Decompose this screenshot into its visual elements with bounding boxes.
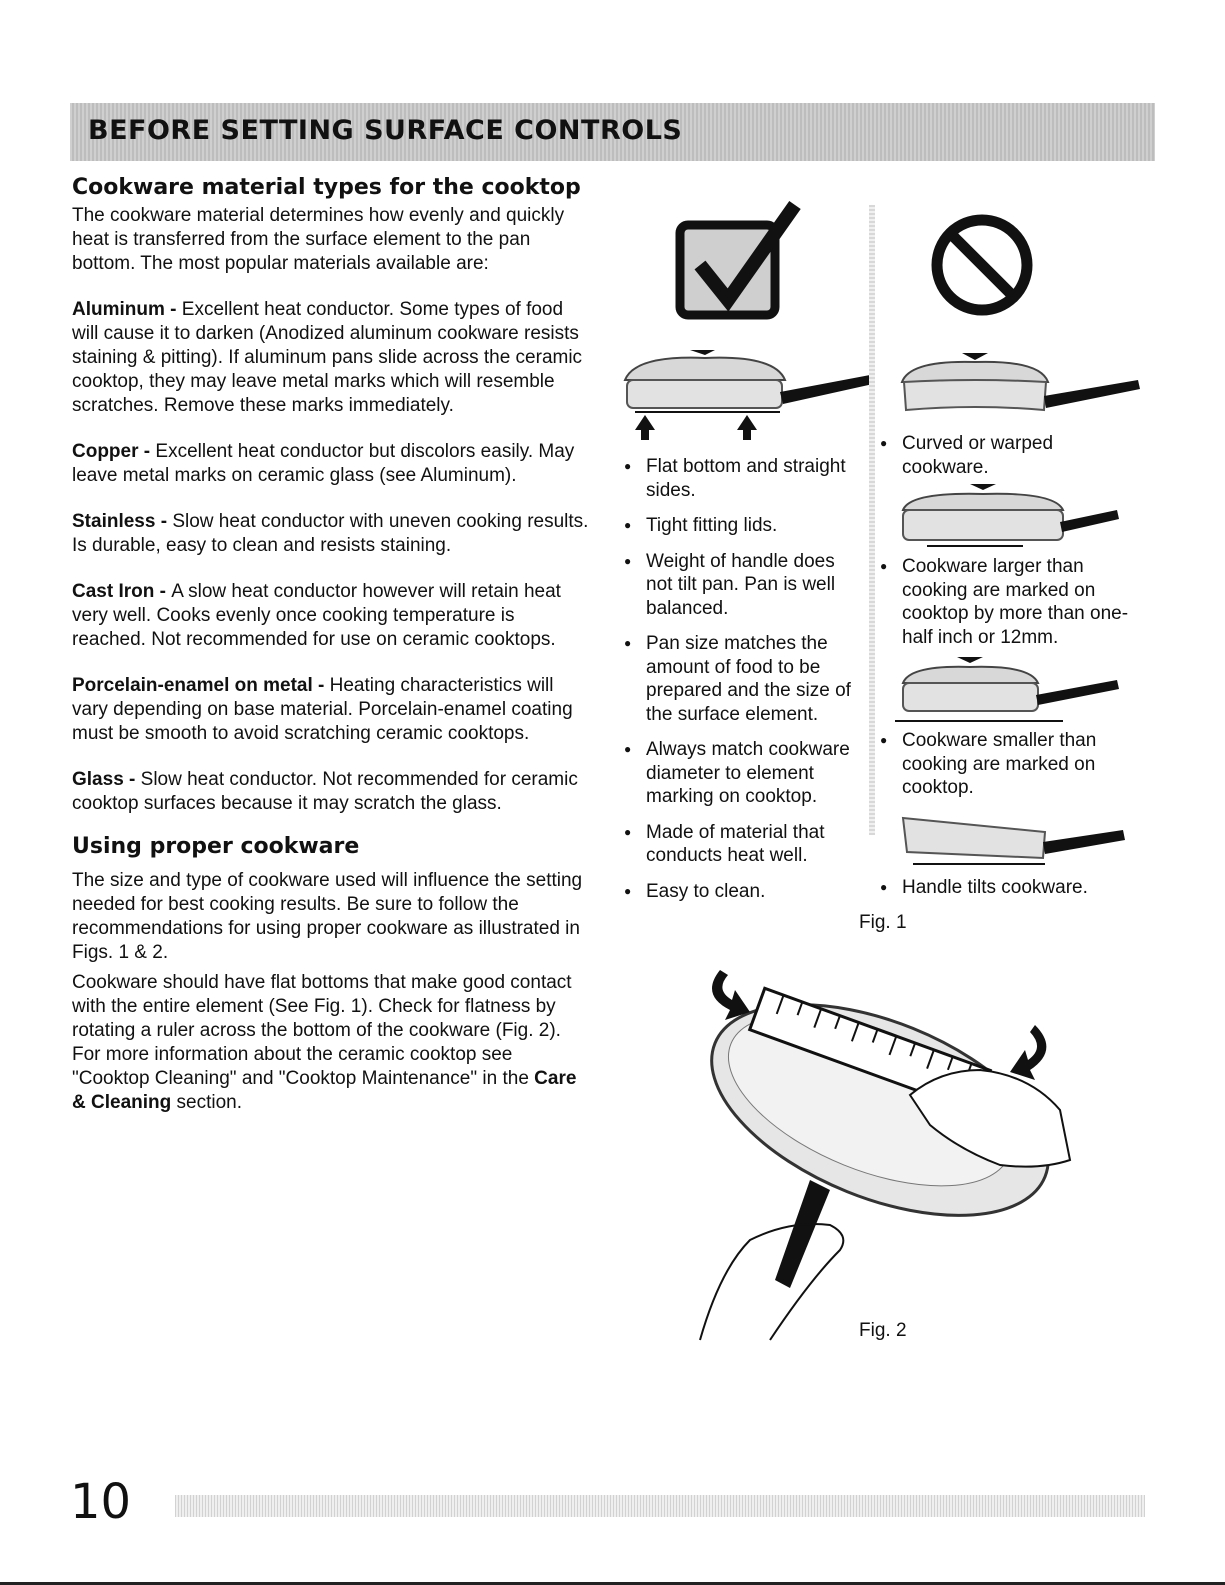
material-name: Stainless -	[72, 511, 173, 532]
bad-cookware-list-4	[878, 876, 1138, 912]
material-name: Porcelain-enamel on metal -	[72, 675, 330, 696]
materials-intro: The cookware material determines how evenly and quickly heat is transferred from the surface element to the pan bottom. The most popular materials available are:	[72, 205, 565, 274]
material-description: Slow heat conductor. Not recommended for ceramic cooktop surfaces because it may scratch the glass.	[72, 769, 578, 814]
material-types-section	[72, 175, 592, 1115]
small-pan-icon	[903, 683, 1038, 711]
undersize-pan-illustration	[895, 655, 1125, 730]
material-name: Glass -	[72, 769, 141, 790]
list-item: ● Always match cookware diameter to element marking on cooktop.	[622, 738, 862, 809]
column-divider	[869, 205, 875, 835]
banner-title: BEFORE SETTING SURFACE CONTROLS	[88, 115, 683, 146]
material-porcelain-enamel	[72, 674, 592, 746]
pan-handle-icon	[780, 375, 873, 404]
figure-1-label: Fig. 1	[859, 912, 907, 933]
list-item: ● Tight fitting lids.	[622, 514, 862, 538]
list-item: ● Flat bottom and straight sides.	[622, 455, 862, 502]
list-item: ● Cookware smaller than cooking are marked on cooktop.	[878, 729, 1138, 800]
list-item: ● Curved or warped cookware.	[878, 432, 1138, 479]
up-arrow-icon	[737, 415, 757, 440]
pan-handle-icon	[775, 1180, 830, 1288]
good-cookware-list	[622, 455, 862, 915]
list-item: ● Pan size matches the amount of food to be prepared and the size of the surface element.	[622, 632, 862, 726]
paragraph-text: Cookware should have flat bottoms that make good contact with the entire element (See Fig. 1). Check for flatness by rotating a ruler across the bottom of the cookware (Fig. 2). For more information about the ceramic cooktop see "Cooktop Cleaning" and "Cooktop Maintenance" in the	[72, 972, 572, 1089]
material-copper	[72, 440, 592, 488]
oversize-pan-illustration	[895, 482, 1125, 552]
warped-pan-icon	[904, 380, 1046, 410]
proper-cookware-paragraph-2	[72, 971, 592, 1115]
pan-handle-icon	[1044, 380, 1140, 408]
proper-cookware-paragraph-1: The size and type of cookware used will influence the setting needed for best cooking results. Be sure to follow the recommendations for using proper cookware as illustrated in Figs. 1 & 2.	[72, 870, 583, 963]
list-item: ● Made of material that conducts heat well.	[622, 821, 862, 868]
material-description: Slow heat conductor with uneven cooking results. Is durable, easy to clean and resists staining.	[72, 511, 589, 556]
figure-2-label: Fig. 2	[859, 1320, 907, 1341]
material-glass	[72, 768, 592, 816]
page-number: 10	[70, 1474, 132, 1530]
material-name: Aluminum -	[72, 299, 182, 320]
footer-bar	[175, 1495, 1145, 1517]
material-description: Excellent heat conductor but discolors easily. May leave metal marks on ceramic glass (see Aluminum).	[72, 441, 575, 486]
material-aluminum	[72, 298, 592, 418]
material-name: Copper -	[72, 441, 156, 462]
material-stainless	[72, 510, 592, 558]
list-item: ● Cookware larger than cooking are marked on cooktop by more than one-half inch or 12mm.	[878, 555, 1143, 649]
material-name: Cast Iron -	[72, 581, 172, 602]
list-item: ● Weight of handle does not tilt pan. Pan is well balanced.	[622, 550, 862, 621]
bad-cookware-list-3	[878, 729, 1138, 812]
material-description: Excellent heat conductor. Some types of food will cause it to darken (Anodized aluminum cookware resists staining & pitting). If aluminum pans slide across the ceramic cooktop, they may leave metal marks which will resemble scratches. Remove these marks immediately.	[72, 299, 583, 416]
care-cleaning-reference: Care & Cleaning	[72, 1068, 577, 1113]
bad-cookware-list-2	[878, 555, 1143, 661]
paragraph-text: section.	[171, 1092, 242, 1113]
material-description: A slow heat conductor however will retain heat very well. Cooks evenly once cooking temperature is reached. Not recommended for use on ceramic cooktops.	[72, 581, 561, 650]
tilted-pan-illustration	[895, 810, 1125, 870]
bad-cookware-illustration	[880, 210, 1150, 430]
material-cast-iron	[72, 580, 592, 652]
rotate-arrow-icon	[1010, 1025, 1046, 1080]
list-item: ● Easy to clean.	[622, 880, 862, 904]
section-heading-materials: Cookware material types for the cooktop	[72, 175, 581, 200]
flat-pan-icon	[627, 380, 782, 408]
good-cookware-illustration	[615, 200, 885, 450]
flatness-check-illustration	[680, 950, 1100, 1350]
up-arrow-icon	[635, 415, 655, 440]
list-item: ● Handle tilts cookware.	[878, 876, 1138, 900]
tilted-pan-icon	[903, 818, 1045, 858]
left-hand-icon	[700, 1224, 843, 1340]
rotate-arrow-icon	[712, 970, 750, 1020]
section-heading-proper-cookware: Using proper cookware	[72, 834, 360, 859]
large-pan-icon	[903, 510, 1063, 540]
pan-lid-icon	[625, 358, 785, 380]
material-description: Heating characteristics will vary depending on base material. Porcelain-enamel coating must be smooth to avoid scratching ceramic cooktops.	[72, 675, 573, 744]
